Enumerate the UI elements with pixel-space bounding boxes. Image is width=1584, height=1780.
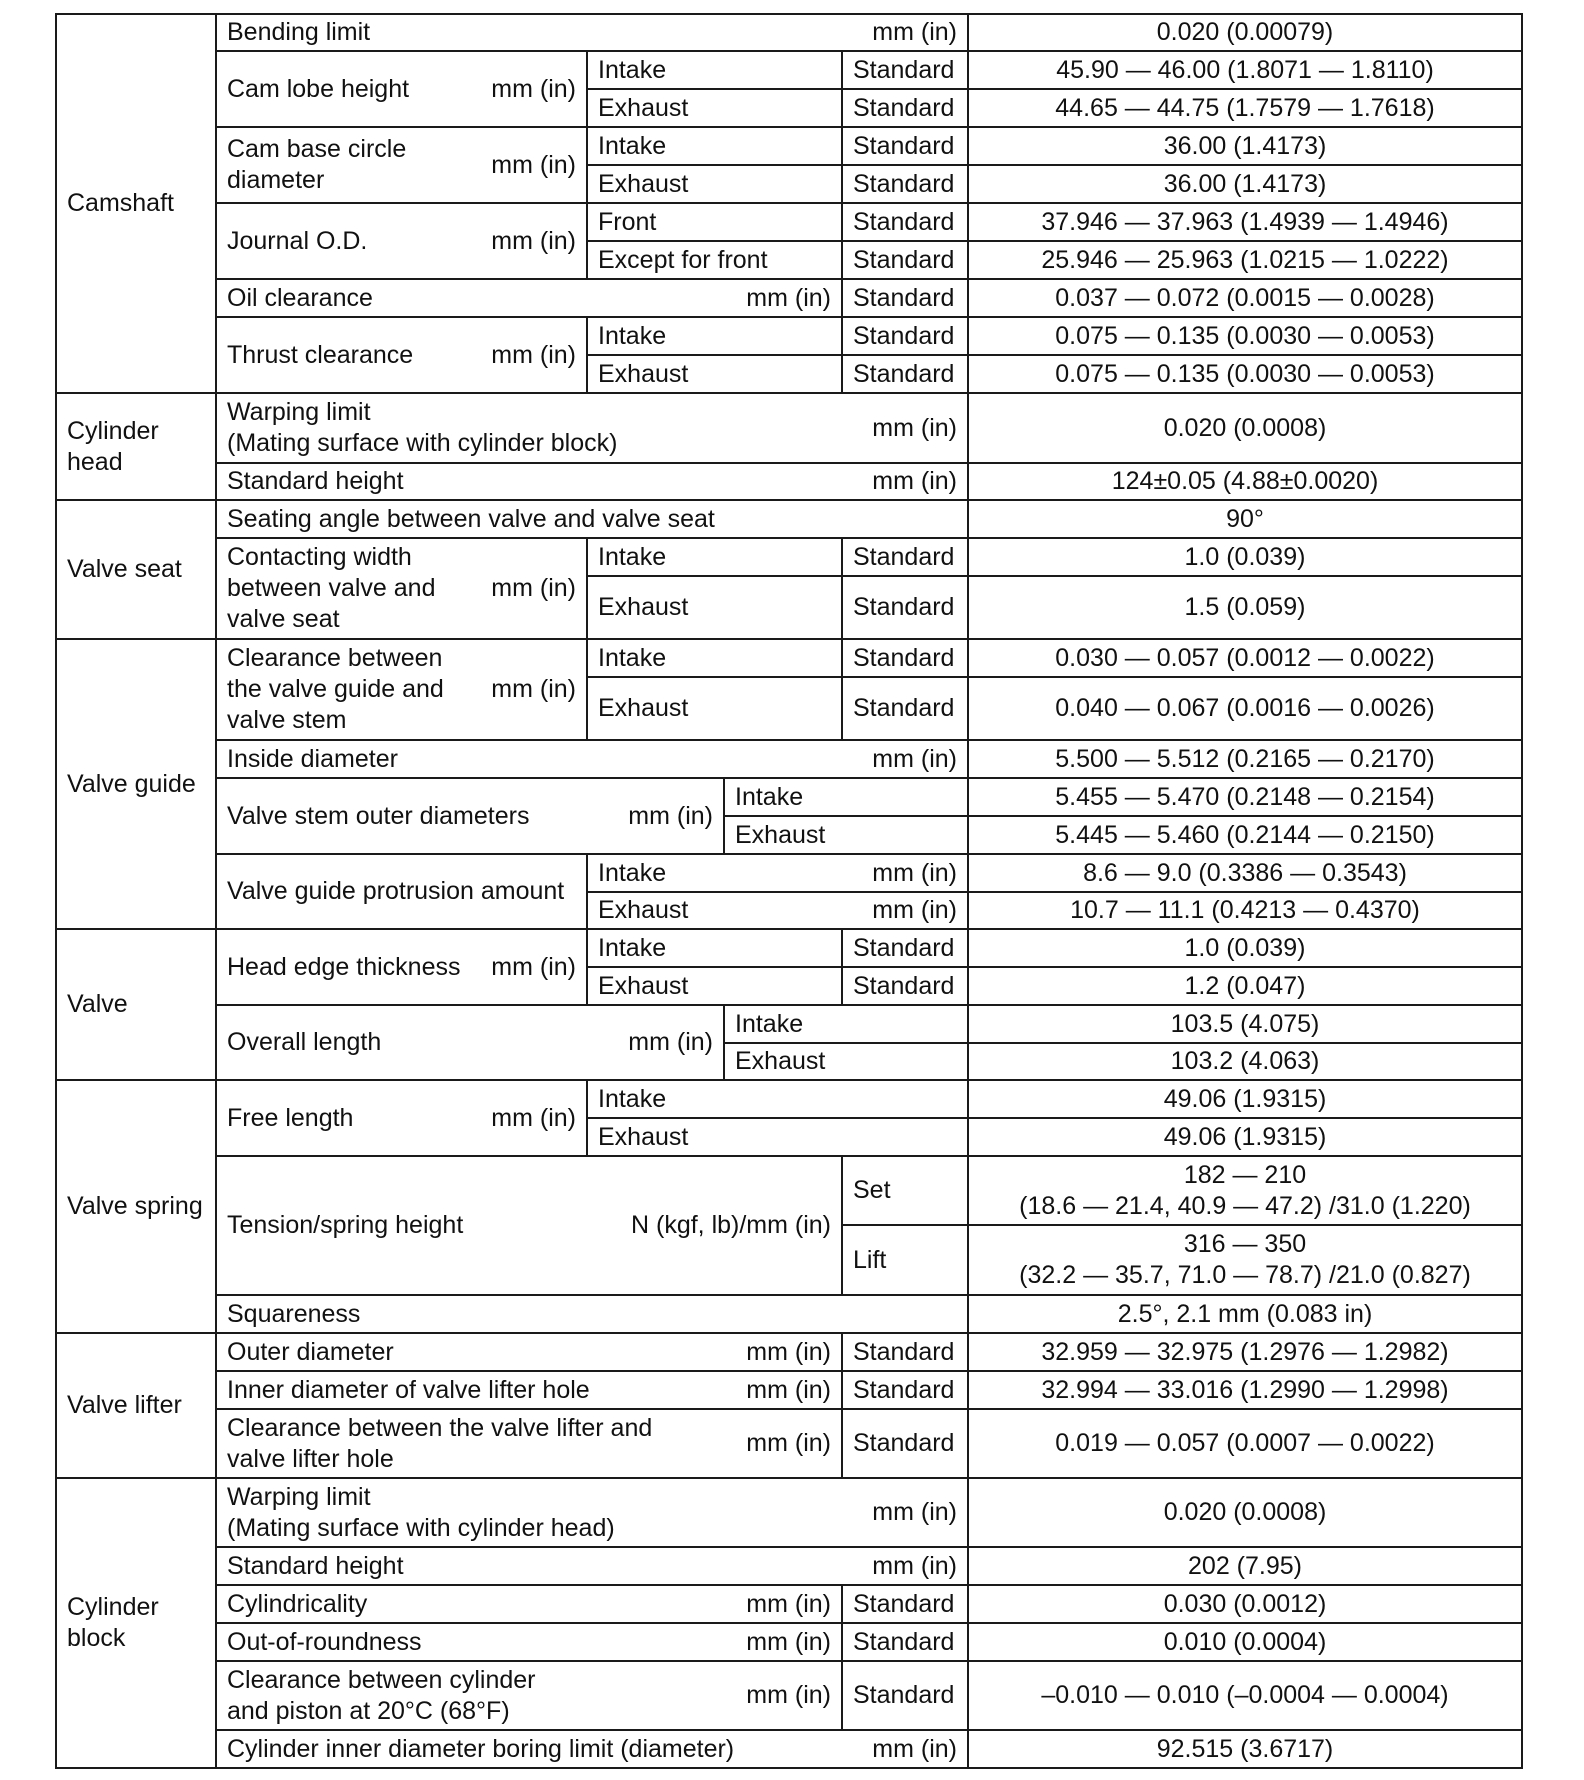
unit-label: mm (in): [872, 896, 957, 924]
item-cam-lobe-height: [215, 50, 588, 128]
item-cylindricality-label: Cylindricality: [227, 1589, 368, 1618]
sub-exhaust: [723, 815, 969, 855]
item-head-edge-label: Head edge thickness: [227, 952, 461, 981]
value-tension-lift: 316 — 350 (32.2 — 35.7, 71.0 — 78.7) /21.0 (0.827): [967, 1224, 1523, 1296]
group-valve-guide-label: Valve guide: [67, 769, 196, 798]
item-out-of-round-label: Out-of-roundness: [227, 1627, 422, 1656]
condition-standard: [841, 164, 969, 204]
item-journal-od: [215, 202, 588, 280]
unit-label: mm (in): [491, 226, 576, 255]
condition-standard-label: Standard: [853, 321, 955, 350]
condition-standard: [841, 50, 969, 90]
sub-intake: [723, 1004, 969, 1044]
sub-front: [586, 202, 843, 242]
item-thrust-clearance: [215, 316, 588, 394]
unit-label: mm (in): [491, 1103, 576, 1132]
sub-exhaust-label: Exhaust: [598, 169, 689, 198]
sub-intake-label: Intake: [598, 55, 667, 84]
item-free-length: [215, 1079, 588, 1157]
value-head-warping: 0.020 (0.0008): [967, 392, 1523, 464]
unit-label: mm (in): [628, 1028, 713, 1056]
value-free-intake: 49.06 (1.9315): [967, 1079, 1523, 1119]
item-contacting-width: [215, 537, 588, 640]
group-valve-seat: [55, 499, 217, 640]
value-cylindricality: 0.030 (0.0012): [967, 1584, 1523, 1624]
group-cylinder-block-label: Cylinder block: [67, 1593, 159, 1652]
item-block-warping-label: Warping limit (Mating surface with cylinder head): [227, 1482, 615, 1542]
unit-label: N (kgf, lb)/mm (in): [631, 1211, 831, 1239]
condition-standard: [841, 1370, 969, 1410]
item-block-std-height: [215, 1546, 969, 1586]
sub-exhaust: [586, 88, 843, 128]
sub-intake: [586, 638, 843, 678]
unit-label: mm (in): [491, 574, 576, 602]
unit-label: mm (in): [746, 1375, 831, 1404]
sub-exhaust-label: Exhaust: [598, 93, 689, 122]
condition-standard-label: Standard: [853, 1627, 955, 1656]
unit-label: mm (in): [872, 1498, 957, 1526]
item-lifter-hole-id-label: Inner diameter of valve lifter hole: [227, 1375, 590, 1404]
condition-standard: [841, 316, 969, 356]
group-cylinder-head: [55, 392, 217, 501]
item-overall-length: [215, 1004, 725, 1081]
sub-intake-label: Intake: [598, 542, 667, 571]
value-guide-clr-exhaust: 0.040 — 0.067 (0.0016 — 0.0026): [967, 676, 1523, 741]
value-contact-exhaust: 1.5 (0.059): [967, 575, 1523, 640]
condition-standard-label: Standard: [853, 593, 955, 621]
unit-label: mm (in): [872, 1551, 957, 1580]
condition-standard-label: Standard: [853, 1589, 955, 1618]
value-base-circle-exhaust: 36.00 (1.4173): [967, 164, 1523, 204]
sub-exhaust-label: Exhaust: [598, 593, 689, 621]
item-lifter-clearance: [215, 1408, 843, 1479]
value-base-circle-intake: 36.00 (1.4173): [967, 126, 1523, 166]
item-cam-base-circle: [215, 126, 588, 204]
item-head-std-height-label: Standard height: [227, 467, 404, 495]
sub-exhaust-label: Exhaust: [598, 694, 689, 722]
item-boring-limit-label: Cylinder inner diameter boring limit (diameter): [227, 1734, 735, 1763]
sub-except-front-label: Except for front: [598, 245, 768, 274]
item-piston-clearance-label: Clearance between cylinder and piston at 20°C (68°F): [227, 1665, 536, 1725]
value-journal-front: 37.946 — 37.963 (1.4939 — 1.4946): [967, 202, 1523, 242]
value-seating-angle: 90°: [967, 499, 1523, 539]
condition-standard: [841, 88, 969, 128]
item-contacting-width-label: Contacting width between valve and valve seat: [227, 543, 436, 633]
group-valve-label: Valve: [67, 990, 128, 1018]
group-valve-spring: [55, 1079, 217, 1334]
condition-standard-label: Standard: [853, 694, 955, 722]
sub-intake: [586, 126, 843, 166]
condition-standard-label: Standard: [853, 169, 955, 198]
item-inside-diameter: [215, 739, 969, 779]
value-cam-lobe-exhaust: 44.65 — 44.75 (1.7579 — 1.7618): [967, 88, 1523, 128]
value-oil-clearance: 0.037 — 0.072 (0.0015 — 0.0028): [967, 278, 1523, 318]
unit-label: mm (in): [746, 1429, 831, 1457]
unit-label: mm (in): [872, 18, 957, 46]
condition-standard: [841, 676, 969, 741]
item-block-warping: [215, 1477, 969, 1548]
group-cylinder-head-label: Cylinder head: [67, 416, 159, 476]
condition-standard-label: Standard: [853, 1681, 955, 1709]
item-stem-od-label: Valve stem outer diameters: [227, 801, 530, 830]
value-journal-except: 25.946 — 25.963 (1.0215 — 1.0222): [967, 240, 1523, 280]
sub-exhaust-label: Exhaust: [598, 1122, 689, 1151]
value-thrust-exhaust: 0.075 — 0.135 (0.0030 — 0.0053): [967, 354, 1523, 394]
item-lifter-od: [215, 1332, 843, 1372]
value-inside-diameter: 5.500 — 5.512 (0.2165 — 0.2170): [967, 739, 1523, 779]
value-squareness: 2.5°, 2.1 mm (0.083 in): [967, 1294, 1523, 1334]
unit-label: mm (in): [872, 858, 957, 887]
group-valve-seat-label: Valve seat: [67, 555, 182, 583]
condition-standard: [841, 1408, 969, 1479]
sub-exhaust: [586, 966, 843, 1006]
value-stem-intake: 5.455 — 5.470 (0.2148 — 0.2154): [967, 777, 1523, 817]
unit-label: mm (in): [491, 74, 576, 103]
sub-lift-label: Lift: [853, 1245, 887, 1274]
value-cam-lobe-intake: 45.90 — 46.00 (1.8071 — 1.8110): [967, 50, 1523, 90]
item-squareness: [215, 1294, 969, 1334]
item-protrusion-label: Valve guide protrusion amount: [227, 877, 565, 905]
sub-except-front: [586, 240, 843, 280]
value-protrusion-exhaust: 10.7 — 11.1 (0.4213 — 0.4370): [967, 891, 1523, 930]
group-camshaft-label: Camshaft: [67, 189, 174, 217]
value-stem-exhaust: 5.445 — 5.460 (0.2144 — 0.2150): [967, 815, 1523, 855]
item-protrusion: [215, 853, 588, 930]
unit-label: mm (in): [746, 1589, 831, 1618]
sub-exhaust-label: Exhaust: [735, 820, 826, 849]
value-head-std-height: 124±0.05 (4.88±0.0020): [967, 462, 1523, 501]
sub-intake-label: Intake: [735, 782, 804, 811]
item-head-warping: [215, 392, 969, 464]
sub-intake: [586, 1079, 969, 1119]
value-free-exhaust: 49.06 (1.9315): [967, 1117, 1523, 1157]
sub-set: [841, 1155, 969, 1226]
unit-label: mm (in): [746, 1627, 831, 1656]
unit-label: mm (in): [872, 467, 957, 495]
condition-standard-label: Standard: [853, 55, 955, 84]
condition-standard-label: Standard: [853, 542, 955, 571]
condition-standard-label: Standard: [853, 643, 955, 672]
sub-intake: [586, 928, 843, 968]
item-squareness-label: Squareness: [227, 1299, 361, 1328]
item-out-of-round: [215, 1622, 843, 1662]
sub-exhaust: [586, 891, 969, 930]
condition-standard-label: Standard: [853, 283, 955, 312]
value-contact-intake: 1.0 (0.039): [967, 537, 1523, 577]
group-camshaft: [55, 13, 217, 394]
item-lifter-clearance-label: Clearance between the valve lifter and valve lifter hole: [227, 1413, 653, 1473]
sub-exhaust: [586, 575, 843, 640]
value-overall-intake: 103.5 (4.075): [967, 1004, 1523, 1044]
unit-label: mm (in): [746, 283, 831, 312]
item-thrust-clearance-label: Thrust clearance: [227, 340, 414, 369]
item-head-warping-label: Warping limit (Mating surface with cylinder block): [227, 398, 618, 457]
item-seating-angle: [215, 499, 969, 539]
value-head-edge-exhaust: 1.2 (0.047): [967, 966, 1523, 1006]
sub-intake: [586, 537, 843, 577]
item-guide-clearance-label: Clearance between the valve guide and valve stem: [227, 644, 444, 734]
sub-intake-label: Intake: [598, 643, 667, 672]
unit-label: mm (in): [491, 150, 576, 179]
item-bending-limit: [215, 13, 969, 52]
condition-standard-label: Standard: [853, 131, 955, 160]
sub-exhaust: [586, 1117, 969, 1157]
item-piston-clearance: [215, 1660, 843, 1731]
sub-exhaust: [586, 164, 843, 204]
item-head-std-height: [215, 462, 969, 501]
unit-label: mm (in): [872, 413, 957, 442]
condition-standard: [841, 537, 969, 577]
group-cylinder-block: [55, 1477, 217, 1769]
sub-intake-label: Intake: [598, 933, 667, 962]
condition-standard-label: Standard: [853, 1337, 955, 1366]
unit-label: mm (in): [491, 675, 576, 703]
group-valve-lifter-label: Valve lifter: [67, 1391, 182, 1419]
condition-standard: [841, 575, 969, 640]
item-free-length-label: Free length: [227, 1103, 354, 1132]
item-bending-limit-label: Bending limit: [227, 18, 371, 46]
item-seating-angle-label: Seating angle between valve and valve seat: [227, 504, 715, 533]
condition-standard-label: Standard: [853, 93, 955, 122]
unit-label: mm (in): [746, 1337, 831, 1366]
condition-standard-label: Standard: [853, 207, 955, 236]
value-guide-clr-intake: 0.030 — 0.057 (0.0012 — 0.0022): [967, 638, 1523, 678]
value-thrust-intake: 0.075 — 0.135 (0.0030 — 0.0053): [967, 316, 1523, 356]
item-oil-clearance: [215, 278, 843, 318]
item-overall-length-label: Overall length: [227, 1028, 382, 1056]
condition-standard-label: Standard: [853, 1375, 955, 1404]
sub-intake: [586, 50, 843, 90]
sub-intake-label: Intake: [598, 321, 667, 350]
sub-intake-label: Intake: [598, 1084, 667, 1113]
item-lifter-hole-id: [215, 1370, 843, 1410]
value-out-of-round: 0.010 (0.0004): [967, 1622, 1523, 1662]
value-protrusion-intake: 8.6 — 9.0 (0.3386 — 0.3543): [967, 853, 1523, 893]
unit-label: mm (in): [872, 744, 957, 773]
item-block-std-height-label: Standard height: [227, 1551, 404, 1580]
value-lifter-hole-id: 32.994 — 33.016 (1.2990 — 1.2998): [967, 1370, 1523, 1410]
sub-exhaust-label: Exhaust: [598, 971, 689, 1000]
item-head-edge: [215, 928, 588, 1006]
item-stem-od: [215, 777, 725, 855]
condition-standard: [841, 202, 969, 242]
condition-standard: [841, 966, 969, 1006]
sub-front-label: Front: [598, 207, 657, 236]
unit-label: mm (in): [746, 1681, 831, 1709]
item-oil-clearance-label: Oil clearance: [227, 283, 373, 312]
condition-standard: [841, 928, 969, 968]
value-block-warping: 0.020 (0.0008): [967, 1477, 1523, 1548]
item-journal-od-label: Journal O.D.: [227, 226, 368, 255]
value-overall-exhaust: 103.2 (4.063): [967, 1042, 1523, 1081]
value-block-std-height: 202 (7.95): [967, 1546, 1523, 1586]
unit-label: mm (in): [628, 801, 713, 830]
sub-lift: [841, 1224, 969, 1296]
item-lifter-od-label: Outer diameter: [227, 1337, 394, 1366]
item-boring-limit: [215, 1729, 969, 1769]
sub-intake: [586, 316, 843, 356]
item-guide-clearance: [215, 638, 588, 741]
condition-standard: [841, 1332, 969, 1372]
group-valve-guide: [55, 638, 217, 930]
item-inside-diameter-label: Inside diameter: [227, 744, 398, 773]
condition-standard-label: Standard: [853, 245, 955, 274]
sub-exhaust: [586, 676, 843, 741]
value-bending-limit: 0.020 (0.00079): [967, 13, 1523, 52]
condition-standard: [841, 126, 969, 166]
unit-label: mm (in): [491, 340, 576, 369]
sub-exhaust-label: Exhaust: [735, 1047, 826, 1075]
item-cam-base-circle-label: Cam base circle diameter: [227, 135, 407, 194]
item-cylindricality: [215, 1584, 843, 1624]
sub-exhaust-label: Exhaust: [598, 359, 689, 388]
condition-standard: [841, 1584, 969, 1624]
sub-set-label: Set: [853, 1176, 891, 1204]
value-piston-clearance: –0.010 — 0.010 (–0.0004 — 0.0004): [967, 1660, 1523, 1731]
sub-intake-label: Intake: [735, 1009, 804, 1038]
value-lifter-clearance: 0.019 — 0.057 (0.0007 — 0.0022): [967, 1408, 1523, 1479]
value-lifter-od: 32.959 — 32.975 (1.2976 — 1.2982): [967, 1332, 1523, 1372]
condition-standard: [841, 1622, 969, 1662]
value-head-edge-intake: 1.0 (0.039): [967, 928, 1523, 968]
sub-intake-label: Intake: [598, 858, 667, 887]
unit-label: mm (in): [872, 1734, 957, 1763]
group-valve-spring-label: Valve spring: [67, 1192, 203, 1220]
group-valve: [55, 928, 217, 1081]
item-tension: [215, 1155, 843, 1296]
condition-standard-label: Standard: [853, 1429, 955, 1457]
sub-exhaust-label: Exhaust: [598, 896, 689, 924]
condition-standard: [841, 354, 969, 394]
unit-label: mm (in): [491, 952, 576, 981]
condition-standard: [841, 638, 969, 678]
condition-standard-label: Standard: [853, 933, 955, 962]
sub-intake-label: Intake: [598, 131, 667, 160]
value-tension-set: 182 — 210 (18.6 — 21.4, 40.9 — 47.2) /31.0 (1.220): [967, 1155, 1523, 1226]
sub-intake: [723, 777, 969, 817]
group-valve-lifter: [55, 1332, 217, 1479]
sub-intake: [586, 853, 969, 893]
condition-standard: [841, 240, 969, 280]
sub-exhaust: [586, 354, 843, 394]
item-tension-label: Tension/spring height: [227, 1211, 464, 1239]
condition-standard: [841, 1660, 969, 1731]
value-boring-limit: 92.515 (3.6717): [967, 1729, 1523, 1769]
sub-exhaust: [723, 1042, 969, 1081]
condition-standard-label: Standard: [853, 359, 955, 388]
condition-standard: [841, 278, 969, 318]
condition-standard-label: Standard: [853, 971, 955, 1000]
item-cam-lobe-height-label: Cam lobe height: [227, 74, 410, 103]
